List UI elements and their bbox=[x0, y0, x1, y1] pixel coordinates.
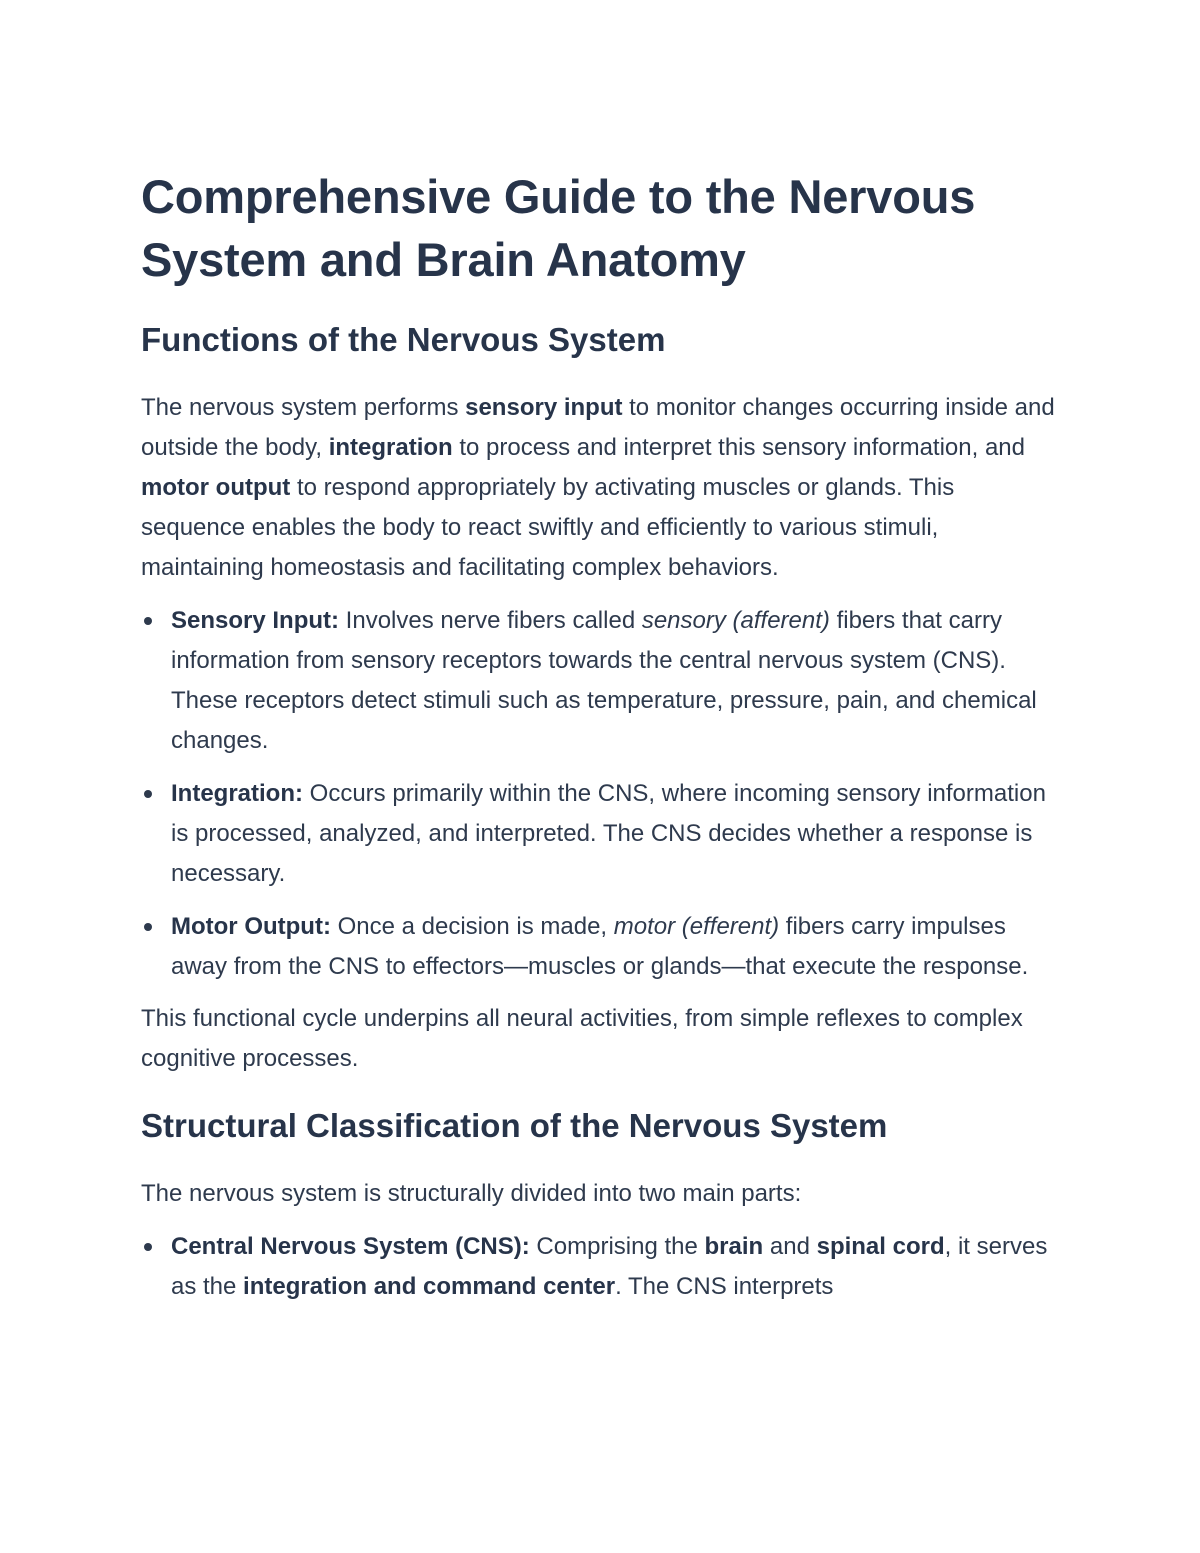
bold-term: integration bbox=[328, 434, 453, 461]
document-page bbox=[141, 165, 1061, 1307]
functions-outro-paragraph: This functional cycle underpins all neural activities, from simple reflexes to complex cognitive processes. bbox=[141, 1005, 1023, 1072]
section-heading-functions: Functions of the Nervous System bbox=[141, 321, 666, 358]
bold-term: brain bbox=[704, 1233, 764, 1260]
bold-term: sensory input bbox=[465, 394, 623, 421]
list-item: Integration: Occurs primarily within the CNS, where incoming sensory information is processed, analyzed, and interpreted. The CNS decides whether a response is necessary. bbox=[141, 774, 1061, 894]
document-title: Comprehensive Guide to the Nervous System and Brain Anatomy bbox=[141, 170, 976, 286]
list-item: Central Nervous System (CNS): Comprising the brain and spinal cord, it serves as the integration and command center. The CNS interprets bbox=[141, 1227, 1061, 1307]
list-item-label: Sensory Input: bbox=[171, 607, 340, 634]
bullet-icon bbox=[144, 617, 152, 625]
list-item-label: Motor Output: bbox=[171, 913, 331, 940]
italic-term: sensory (afferent) bbox=[641, 607, 830, 634]
bold-term: integration and command center bbox=[243, 1273, 616, 1300]
list-item-label: Central Nervous System (CNS): bbox=[171, 1233, 530, 1260]
bullet-icon bbox=[144, 923, 152, 931]
bold-term: spinal cord bbox=[816, 1233, 945, 1260]
functions-bullet-list bbox=[141, 601, 1061, 987]
list-item: Sensory Input: Involves nerve fibers called sensory (afferent) fibers that carry information from sensory receptors towards the central nervous system (CNS). These receptors detect stimuli such as temperature, pressure, pain, and chemical changes. bbox=[141, 601, 1061, 761]
section-heading-structural: Structural Classification of the Nervous System bbox=[141, 1107, 888, 1144]
bold-term: motor output bbox=[141, 474, 291, 501]
structural-bullet-list bbox=[141, 1227, 1061, 1307]
list-item: Motor Output: Once a decision is made, motor (efferent) fibers carry impulses away from the CNS to effectors—muscles or glands—that execute the response. bbox=[141, 907, 1061, 987]
bullet-icon bbox=[144, 790, 152, 798]
italic-term: motor (efferent) bbox=[613, 913, 780, 940]
structural-intro-paragraph: The nervous system is structurally divided into two main parts: bbox=[141, 1180, 802, 1207]
bullet-icon bbox=[144, 1243, 152, 1251]
list-item-label: Integration: bbox=[171, 780, 303, 807]
functions-intro-paragraph: The nervous system performs sensory input to monitor changes occurring inside and outside the body, integration to process and interpret this sensory information, and motor output to respond appropriately by activating muscles or glands. This sequence enables the body to react swiftly and efficiently to various stimuli, maintaining homeostasis and facilitating complex behaviors. bbox=[141, 394, 1055, 581]
